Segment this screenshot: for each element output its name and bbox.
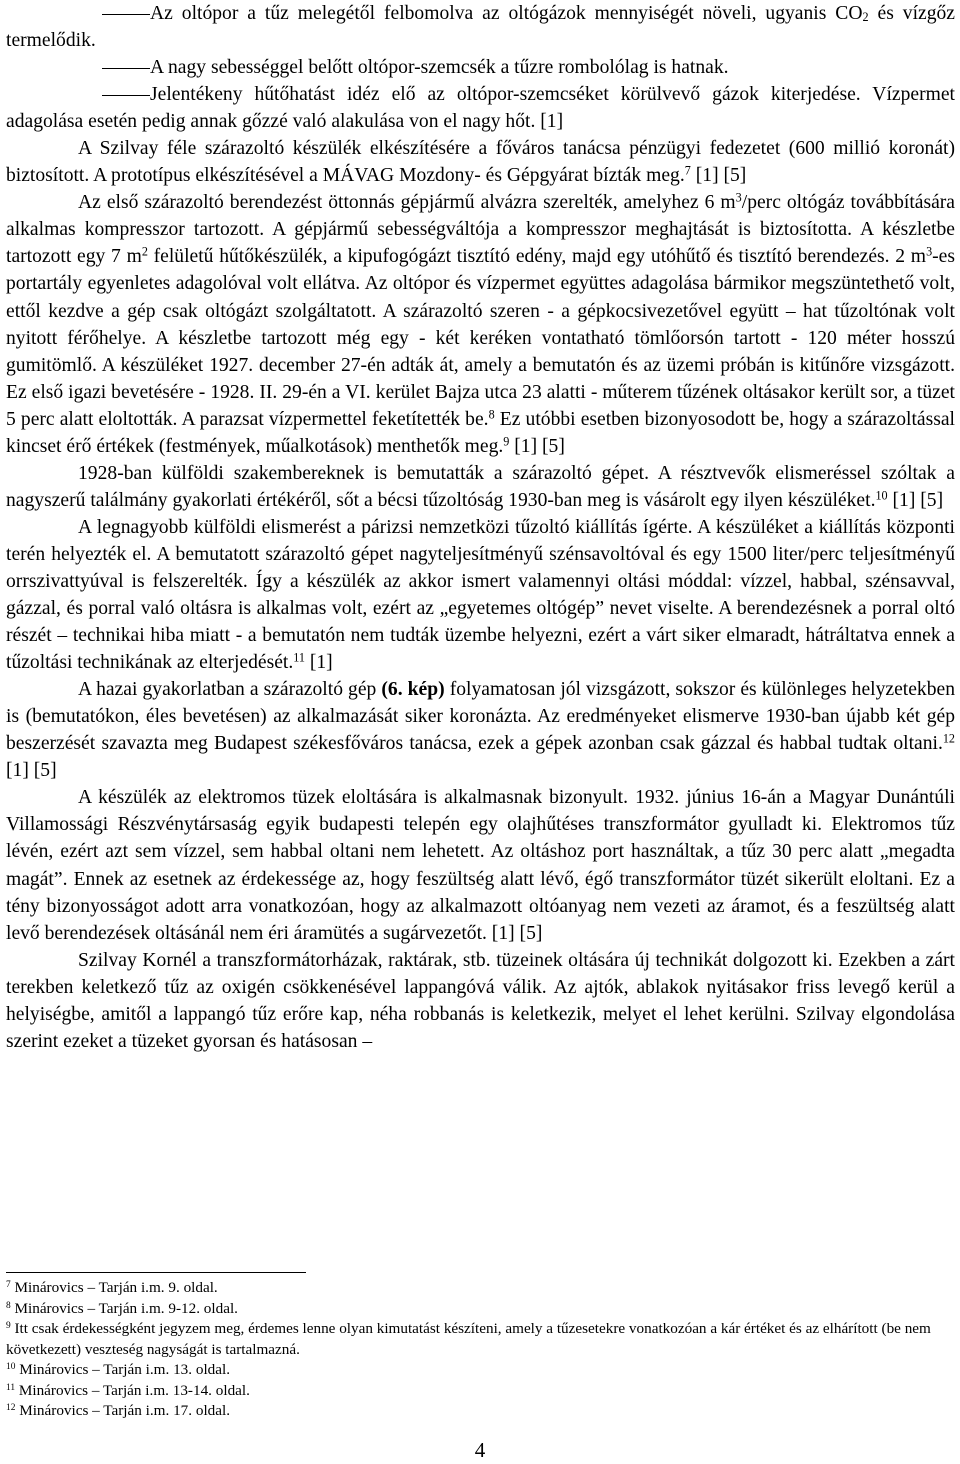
superscript: 3 — [926, 244, 933, 259]
footnote-text: Minárovics – Tarján i.m. 9. oldal. — [10, 1279, 218, 1296]
footnote-text: Minárovics – Tarján i.m. 17. oldal. — [15, 1402, 231, 1419]
list-item-text: és vízgőz termelődik. — [6, 3, 955, 52]
footnote-number: 8 — [6, 1300, 11, 1311]
footnote — [6, 1401, 955, 1422]
footnote-ref: 8 — [488, 407, 495, 422]
list-item — [6, 54, 955, 81]
footnote-number: 12 — [6, 1402, 16, 1413]
paragraph — [6, 460, 955, 514]
paragraph-text: /perc oltógáz továbbítására alkalmas kompresszor tartozott. A gépjármű sebességváltója a kompresszor meghajtását is biztosította. A készletbe tartozott egy 7 m — [6, 192, 955, 268]
footnote — [6, 1299, 955, 1320]
footnote-ref: 9 — [503, 434, 510, 449]
footnote-text: Minárovics – Tarján i.m. 9-12. oldal. — [10, 1299, 238, 1317]
citation-text: [1] — [304, 652, 333, 674]
citation-text: [1] [5] — [509, 435, 565, 457]
footnote — [6, 1360, 955, 1381]
superscript: 3 — [735, 190, 742, 205]
paragraph-text: Az első szárazoltó berendezést öttonnás gépjármű alvázra szerelték, amelyhez 6 m — [78, 192, 736, 214]
list-item-text: A nagy sebességgel belőtt oltópor-szemcsék a tűzre rombolólag is hatnak. — [150, 57, 729, 79]
main-text — [6, 0, 955, 1055]
paragraph-text: felületű hűtőkészülék, a kipufogógázt tisztító edény, majd egy utóhűtő és tisztító berendezés. 2 m — [147, 246, 927, 268]
list-item — [6, 0, 955, 54]
paragraph-text: A legnagyobb külföldi elismerést a párizsi nemzetközi tűzoltó kiállítás ígérte. A készüléket a kiállítás központi terén helyezték el. A bemutatott szárazoltó gépet nagyteljesítményű szénsavoltóval és egy 1500 liter/perc teljesítményű orrszivattyúval is felszerelték. Így a készülék az akkor ismert valamennyi oltási móddal: vízzel, habbal, szénsavval, gázzal, és porral való oltásra is alkalmas volt, ezért az „egyetemes oltógép” nevet viselte. A berendezésnek a porral oltó részét – technikai hiba miatt - a bemutatón nem tudták üzembe helyezni, ezért a várt siker elmaradt, hátráltatva ennek a tűzoltási technikának az elterjedését. — [6, 516, 955, 674]
paragraph-text: A hazai gyakorlatban a szárazoltó gép — [78, 679, 382, 701]
paragraph — [6, 676, 955, 784]
paragraph-text: folyamatosan jól vizsgázott, sokszor és különleges helyzetekben is (bemutatókon, éles bevetésen) az alkalmazását siker koronázta. Az eredményeket elismerve 1930-ban újabb két gép beszerzését szavazta meg Budapest székesfőváros tanácsa, ezek a gépek azonban csak gázzal és habbal tudtak oltani. — [6, 679, 956, 755]
paragraph-text: A Szilvay féle szárazoltó készülék elkészítésére a főváros tanácsa pénzügyi fedezetet (600 millió koronát) biztosított. A prototípus elkészítésével a MÁVAG Mozdony- és Gépgyárat bízták meg. — [6, 138, 955, 187]
footnote — [6, 1381, 955, 1402]
footnote-number: 11 — [6, 1382, 16, 1393]
footnote-text: Itt csak érdekességként jegyzem meg, érdemes lenne olyan kimutatást készíteni, amely a tűzesetekre vonatkozóan a kár értéket és az elhárított (be nem következett) veszteség nagyságát is tartalmazná. — [6, 1320, 931, 1358]
footnote-ref: 7 — [684, 163, 691, 178]
paragraph-text: Ez utóbbi esetben bizonyosodott be, hogy a szárazoltással kincset érő értékek (festmények, műalkotások) menthetők meg. — [6, 408, 955, 457]
citation-text: [1] [5] — [6, 760, 57, 782]
subscript: 2 — [862, 9, 869, 24]
page-number: 4 — [474, 1438, 486, 1462]
paragraph-text: Szilvay Kornél a transzformátorházak, raktárak, stb. tüzeinek oltására új technikát dolgozott ki. Ezekben a zárt terekben keletkező tűz az oxigén csökkenésével lappangóvá válik. Az ajtók, ablakok nyitásakor friss levegő kerül a helyiségbe, amitől a lappangó tűz erőre kap, néha robbanás is keletkezik, melyet el lehet kerülni. Szilvay elgondolása szerint ezeket a tüzeket gyorsan és hatásosan – — [6, 949, 955, 1052]
paragraph-text: A készülék az elektromos tüzek eloltására is alkalmasnak bizonyult. 1932. június 16-án a Magyar Dunántúli Villamossági Részvénytársaság egyik budapesti telepén egy olajhűtéses transzformátor gyulladt ki. Elektromos tűz lévén, ezért azt sem vízzel, sem habbal oltani nem lehetett. Az oltáshoz port használtak, a tűz 30 perc alatt „megadta magát”. Ennek az esetnek az érdekessége az, hogy feszültség alatt lévő, égő transzformátor tüzét sikerült eloltani. Ez a tény bizonyosságot adott arra vonatkozóan, hogy az alkalmazott oltóanyag nem vezeti az áramot, és a feszültség alatt levő berendezések oltásánál nem éri áramütés a sugárvezetőt. [1] [5] — [6, 787, 955, 944]
paragraph — [6, 135, 955, 189]
document-page — [6, 0, 956, 1419]
paragraph — [6, 189, 955, 459]
paragraph-text: 1928-ban külföldi szakembereknek is bemutatták a szárazoltó gépet. A résztvevők elismeréssel szóltak a nagyszerű találmány gyakorlati értékéről, sőt a bécsi tűzoltóság 1930-ban meg is vásárolt egy ilyen készüléket. — [6, 462, 955, 511]
citation-text: [1] [5] — [887, 489, 944, 511]
citation-text: [1] [5] — [690, 165, 747, 187]
superscript: 2 — [141, 244, 148, 259]
paragraph — [6, 947, 955, 1055]
footnote-number: 10 — [6, 1361, 16, 1372]
paragraph-text: -es portartály egyenletes adagolóval volt ellátva. Az oltópor és vízpermet együttes adagolása bármikor megszüntethető volt, ettől kezdve a gép csak oltógázt szolgáltatott. A szárazoltó szeren - a gépkocsivezetővel együtt – hat tűzoltónak volt nyitott férőhelye. A készletbe tartozott még egy - két keréken vontatható tömlőorsón tartott - 120 méter hosszú gumitömlő. A készüléket 1927. december 27-én adták át, amely a bemutatón és az üzemi próbán is kitűnőre vizsgázott. Ez első igazi bevetésére - 1928. II. 29-én a VI. kerület Bajza utca 23 alatti - műterem tűzének oltásakor került sor, a tüzet 5 perc alatt eloltották. A parazsat vízpermettel feketítették be. — [6, 246, 955, 430]
footnote-ref: 11 — [293, 650, 305, 665]
dash-marker — [78, 0, 150, 27]
footnote-separator — [6, 1272, 306, 1273]
list-item-text: Jelentékeny hűtőhatást idéz elő az oltópor-szemcséket körülvevő gázok kiterjedése. Vízpermet adagolása esetén pedig annak gőzzé való alakulása von el nagy hőt. [1] — [6, 84, 955, 133]
footnote-number: 7 — [6, 1279, 11, 1290]
dash-marker — [78, 81, 150, 108]
figure-ref: (6. kép) — [381, 679, 445, 701]
footnote-text: Minárovics – Tarján i.m. 13-14. oldal. — [15, 1381, 250, 1399]
footnote-ref: 10 — [875, 488, 888, 503]
footnote-text: Minárovics – Tarján i.m. 13. oldal. — [15, 1361, 231, 1378]
footnote — [6, 1278, 955, 1299]
footnote-number: 9 — [6, 1320, 11, 1331]
list-item — [6, 81, 955, 135]
paragraph — [6, 784, 955, 946]
paragraph — [6, 514, 955, 676]
footnote-ref: 12 — [942, 731, 955, 746]
footnotes — [6, 1278, 955, 1422]
list-item-text: Az oltópor a tűz melegétől felbomolva az oltógázok mennyiségét növeli, ugyanis CO — [150, 3, 863, 24]
dash-marker — [78, 54, 150, 81]
footnote — [6, 1319, 955, 1360]
